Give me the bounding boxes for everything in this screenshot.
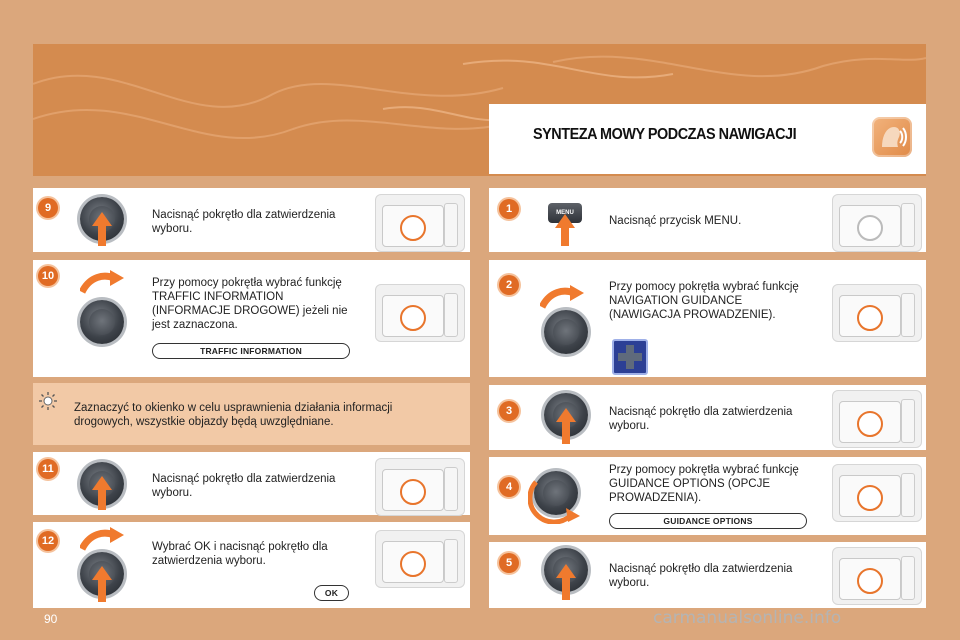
- device-diagram: [832, 194, 922, 252]
- step-text: Nacisnąć przycisk MENU.: [609, 215, 742, 227]
- press-arrow: [561, 226, 569, 246]
- ok-pill: OK: [314, 585, 349, 601]
- navigation-crossroad-icon: [612, 339, 648, 375]
- press-arrow-head: [556, 564, 576, 578]
- press-arrow-head: [556, 408, 576, 422]
- device-diagram: [375, 530, 465, 588]
- step-text: Nacisnąć pokrętło dla zatwierdzenia wyboru.: [152, 209, 336, 235]
- rotate-arrow-icon: [80, 527, 124, 551]
- step-text: Przy pomocy pokrętła wybrać funkcję GUIDANCE OPTIONS (OPCJE PROWADZENIA).: [609, 464, 799, 504]
- menu-button-icon: MENU: [548, 203, 582, 223]
- press-arrow: [98, 488, 106, 510]
- device-diagram: [375, 194, 465, 252]
- page-title: SYNTEZA MOWY PODCZAS NAWIGACJI: [533, 126, 797, 143]
- page-number: 90: [44, 612, 58, 626]
- info-text: Zaznaczyć to okienko w celu usprawnienia działania informacji drogowych, wszystkie objazdy będą uwzględniane.: [74, 402, 393, 428]
- rotate-arrow-icon: [528, 466, 586, 524]
- device-diagram: [375, 284, 465, 342]
- rotate-knob-icon: [544, 310, 588, 354]
- step-number: 11: [38, 459, 58, 479]
- rotate-arrow-icon: [80, 270, 124, 294]
- device-diagram: [832, 284, 922, 342]
- press-arrow-head: [555, 214, 575, 228]
- device-diagram: [375, 458, 465, 516]
- step-number: 9: [38, 198, 58, 218]
- step-number: 1: [499, 199, 519, 219]
- press-arrow: [562, 576, 570, 600]
- option-pill: TRAFFIC INFORMATION: [152, 343, 350, 359]
- press-arrow: [98, 224, 106, 246]
- device-diagram: [832, 390, 922, 448]
- press-arrow-head: [92, 566, 112, 580]
- step-number: 2: [499, 275, 519, 295]
- step-text: Nacisnąć pokrętło dla zatwierdzenia wyboru.: [609, 406, 793, 432]
- watermark-text: carmanualsonline.info: [653, 608, 842, 628]
- step-text: Przy pomocy pokrętła wybrać funkcję TRAFFIC INFORMATION (INFORMACJE DROGOWE) jeżeli nie jest zaznaczona.: [152, 277, 348, 331]
- step-number: 5: [499, 553, 519, 573]
- step-text: Nacisnąć pokrętło dla zatwierdzenia wyboru.: [152, 473, 336, 499]
- step-number: 4: [499, 477, 519, 497]
- step-text: Nacisnąć pokrętło dla zatwierdzenia wyboru.: [609, 563, 793, 589]
- press-arrow-head: [92, 212, 112, 226]
- rotate-arrow-icon: [540, 285, 584, 309]
- voice-speaking-head-icon: [872, 117, 912, 157]
- step-number: 10: [38, 266, 58, 286]
- device-diagram: [832, 464, 922, 522]
- option-pill: GUIDANCE OPTIONS: [609, 513, 807, 529]
- step-text: Przy pomocy pokrętła wybrać funkcję NAVIGATION GUIDANCE (NAWIGACJA PROWADZENIE).: [609, 281, 799, 321]
- step-text: Wybrać OK i nacisnąć pokrętło dla zatwierdzenia wyboru.: [152, 541, 328, 567]
- step-number: 3: [499, 401, 519, 421]
- press-arrow: [98, 578, 106, 602]
- device-diagram: [832, 547, 922, 605]
- press-arrow: [562, 420, 570, 444]
- sun-tip-icon: [39, 392, 57, 410]
- step-number: 12: [38, 531, 58, 551]
- rotate-knob-icon: [80, 300, 124, 344]
- press-arrow-head: [92, 476, 112, 490]
